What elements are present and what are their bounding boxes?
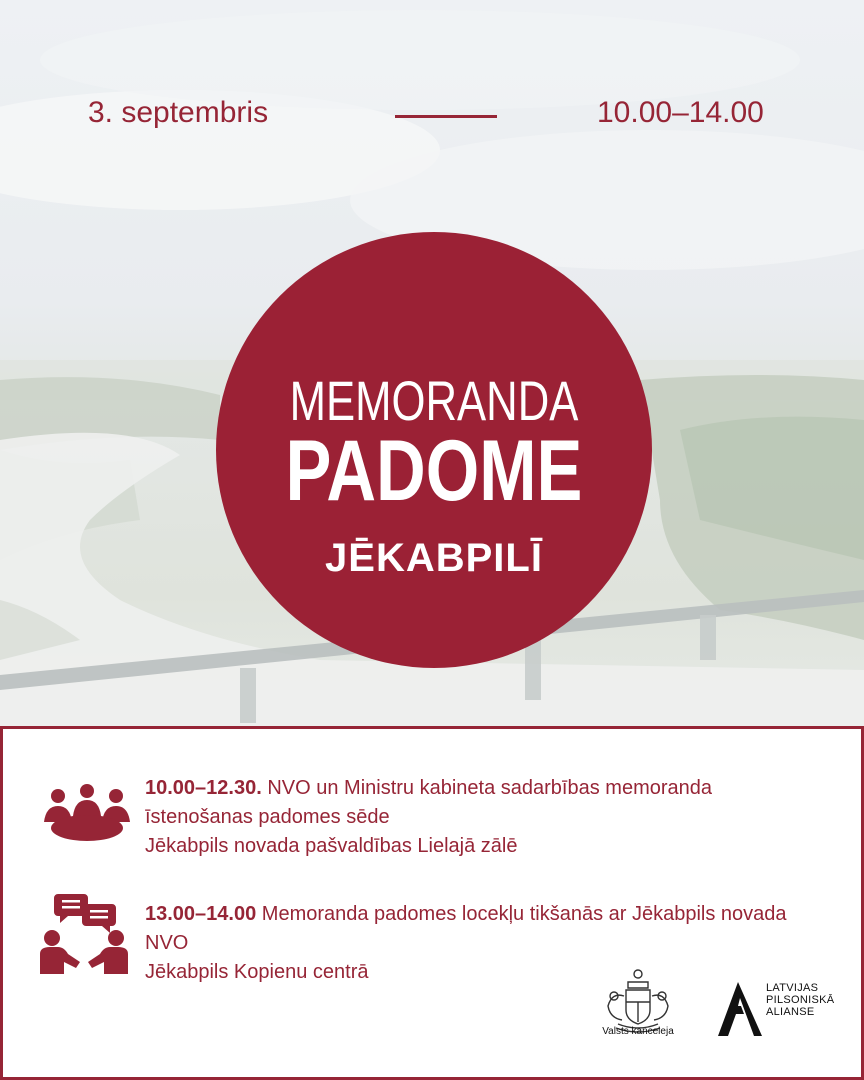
title-line-1: MEMORANDA [289, 369, 579, 432]
title-badge [216, 232, 652, 668]
people-conversation-icon [40, 892, 130, 978]
agenda-item-1-location: Jēkabpils novada pašvaldības Lielajā zālē [145, 835, 518, 857]
title-location: JĒKABPILĪ [325, 536, 543, 580]
lpa-logo-icon [714, 980, 764, 1038]
agenda-item-1-time: 10.00–12.30. [145, 777, 268, 799]
agenda-item-2 [145, 900, 825, 987]
title-line-2: PADOME [285, 423, 583, 519]
meeting-table-icon [38, 782, 136, 844]
agenda-item-1-title: NVO un Ministru kabineta sadarbības memoranda īstenošanas padomes sēde [145, 777, 713, 828]
agenda-item-2-title: Memoranda padomes locekļu tikšanās ar Jēkabpils novada NVO [145, 903, 787, 954]
lpa-logo-label [766, 982, 834, 1018]
header-divider [395, 115, 497, 118]
lpa-label-line-3: ALIANSE [766, 1006, 815, 1018]
valsts-kanceleja-label: Valsts kanceleja [602, 1026, 674, 1037]
agenda-item-1 [145, 774, 825, 861]
lpa-label-line-1: LATVIJAS [766, 982, 819, 994]
lpa-label-line-2: PILSONISKĀ [766, 994, 835, 1006]
agenda-item-2-time: 13.00–14.00 [145, 903, 262, 925]
event-time-range: 10.00–14.00 [597, 96, 764, 129]
event-date: 3. septembris [88, 96, 269, 129]
agenda-item-2-location: Jēkabpils Kopienu centrā [145, 961, 369, 983]
